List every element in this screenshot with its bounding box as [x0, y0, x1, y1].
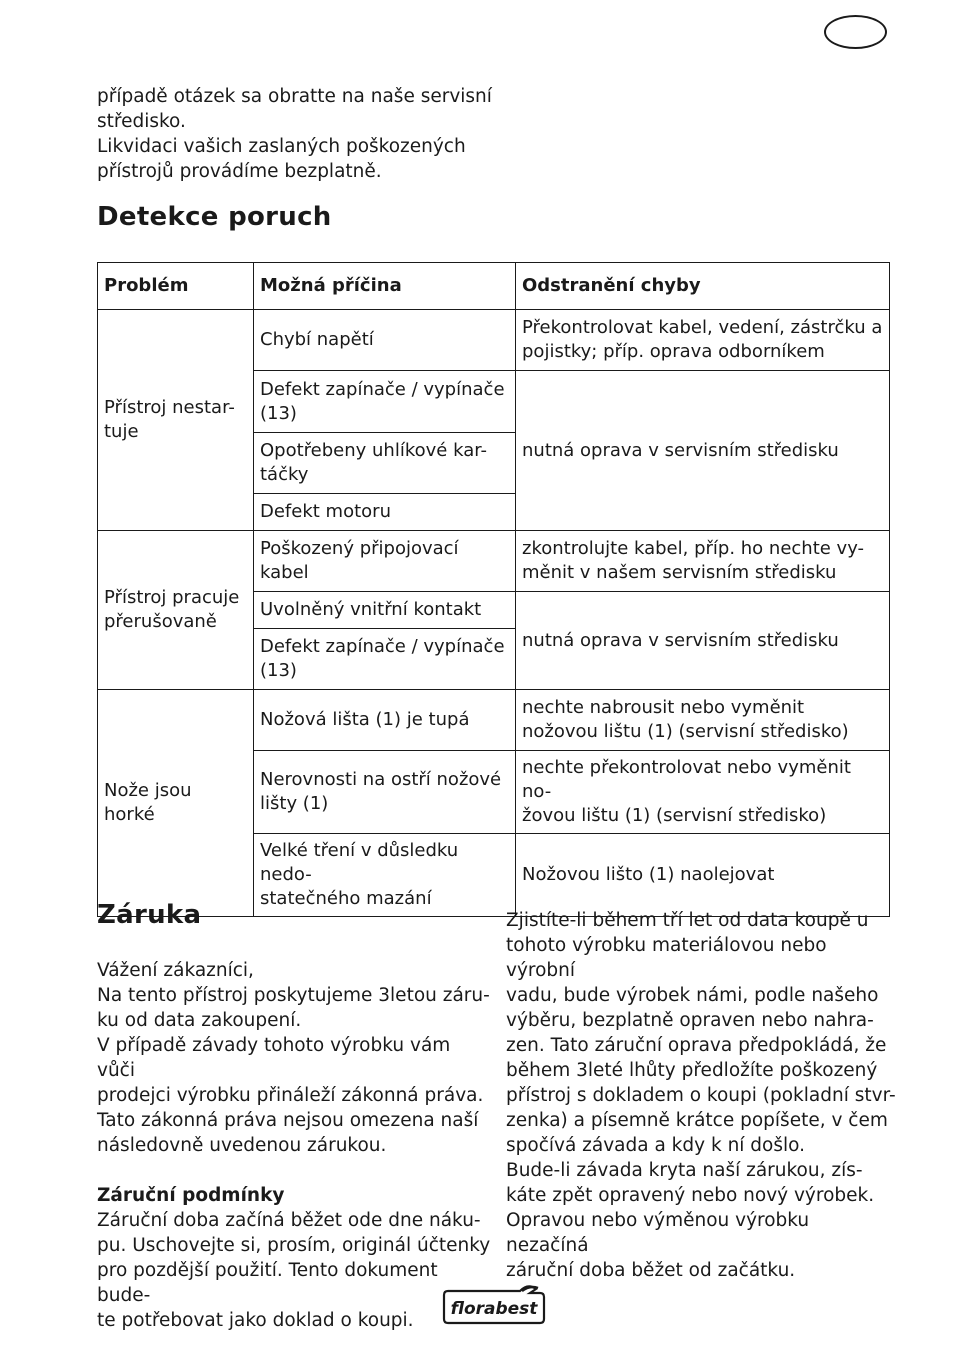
- cause-cell: Nožová lišta (1) je tupá: [254, 690, 516, 751]
- intro-text: [97, 84, 507, 184]
- problem-cell: Přístroj nestar- tuje: [98, 310, 254, 531]
- warranty-line: V případě závady tohoto výrobku vám vůči: [97, 1035, 451, 1081]
- conditions-line: pu. Uschovejte si, prosím, originál účtenky: [97, 1235, 491, 1256]
- troubleshooting-table: [97, 262, 890, 917]
- warranty-line: tohoto výrobku materiálovou nebo výrobní: [506, 935, 827, 981]
- intro-line: případě otázek sa obratte na naše servisní: [97, 86, 492, 107]
- table-header-row: [98, 263, 890, 310]
- intro-line: přístrojů provádíme bezplatně.: [97, 161, 382, 182]
- warranty-line: výběru, bezplatně opraven nebo nahra-: [506, 1010, 874, 1031]
- warranty-line: ku od data zakoupení.: [97, 1010, 302, 1031]
- cause-cell: Nerovnosti na ostří nožové lišty (1): [254, 751, 516, 834]
- warranty-line: káte zpět opravený nebo nový výrobek.: [506, 1185, 875, 1206]
- table-row: [98, 310, 890, 371]
- remedy-cell: zkontrolujte kabel, příp. ho nechte vy- měnit v našem servisním středisku: [516, 531, 890, 592]
- cause-cell: Opotřebeny uhlíkové kar- táčky: [254, 433, 516, 494]
- warranty-right-column: [506, 908, 896, 1283]
- remedy-cell: nutná oprava v servisním středisku: [516, 592, 890, 690]
- warranty-line: během 3leté lhůty předložíte poškozený: [506, 1060, 878, 1081]
- troubleshooting-heading: Detekce poruch: [97, 202, 332, 232]
- remedy-cell: Nožovou lišto (1) naolejovat: [516, 834, 890, 917]
- cause-cell: Chybí napětí: [254, 310, 516, 371]
- warranty-line: Na tento přístroj poskytujeme 3letou záru-: [97, 985, 490, 1006]
- warranty-line: spočívá závada a kdy k ní došlo.: [506, 1135, 806, 1156]
- column-header-problem: Problém: [98, 263, 254, 310]
- warranty-line: záruční doba běžet od začátku.: [506, 1260, 796, 1281]
- table-row: [98, 531, 890, 592]
- warranty-line: Opravou nebo výměnou výrobku nezačíná: [506, 1210, 810, 1256]
- remedy-cell: nechte překontrolovat nebo vyměnit no- žovou lištu (1) (servisní středisko): [516, 751, 890, 834]
- conditions-line: Záruční doba začíná běžet ode dne náku-: [97, 1210, 481, 1231]
- warranty-line: vadu, bude výrobek námi, podle našeho: [506, 985, 879, 1006]
- cause-cell: Uvolněný vnitřní kontakt: [254, 592, 516, 629]
- warranty-heading: Záruka: [97, 900, 202, 930]
- conditions-heading: Záruční podmínky: [97, 1185, 285, 1206]
- logo-text: florabest: [450, 1299, 538, 1319]
- problem-cell: Nože jsou horké: [98, 690, 254, 917]
- cause-cell: Defekt motoru: [254, 494, 516, 531]
- conditions-line: pro pozdější použití. Tento dokument bude-: [97, 1260, 438, 1306]
- florabest-logo: [438, 1285, 548, 1327]
- cause-cell: Defekt zapínače / vypínače (13): [254, 371, 516, 433]
- remedy-cell: nutná oprava v servisním středisku: [516, 371, 890, 531]
- warranty-line: zenka) a písemně krátce popíšete, v čem: [506, 1110, 888, 1131]
- cause-cell: Poškozený připojovací kabel: [254, 531, 516, 592]
- warranty-line: prodejci výrobku přináleží zákonná práva.: [97, 1085, 484, 1106]
- warranty-line: Vážení zákazníci,: [97, 960, 254, 981]
- cause-cell: Velké tření v důsledku nedo- statečného mazání: [254, 834, 516, 917]
- remedy-cell: Překontrolovat kabel, vedení, zástrčku a pojistky; příp. oprava odborníkem: [516, 310, 890, 371]
- warranty-line: Bude-li závada kryta naší zárukou, zís-: [506, 1160, 863, 1181]
- warranty-line: Zjistíte-li během tří let od data koupě u: [506, 910, 869, 931]
- column-header-cause: Možná příčina: [254, 263, 516, 310]
- warranty-line: Tato zákonná práva nejsou omezena naší: [97, 1110, 479, 1131]
- intro-line: Likvidaci vašich zaslaných poškozených: [97, 136, 466, 157]
- remedy-cell: nechte nabrousit nebo vyměnit nožovou lištu (1) (servisní středisko): [516, 690, 890, 751]
- warranty-line: přístroj s dokladem o koupi (pokladní stvr-: [506, 1085, 896, 1106]
- language-badge: [824, 15, 887, 49]
- warranty-line: zen. Tato záruční oprava předpokládá, že: [506, 1035, 887, 1056]
- cause-cell: Defekt zapínače / vypínače (13): [254, 629, 516, 690]
- warranty-left-column: [97, 958, 492, 1333]
- problem-cell: Přístroj pracuje přerušovaně: [98, 531, 254, 690]
- conditions-line: te potřebovat jako doklad o koupi.: [97, 1310, 414, 1331]
- table-row: [98, 690, 890, 751]
- intro-line: středisko.: [97, 111, 186, 132]
- warranty-line: následovně uvedenou zárukou.: [97, 1135, 387, 1156]
- column-header-remedy: Odstranění chyby: [516, 263, 890, 310]
